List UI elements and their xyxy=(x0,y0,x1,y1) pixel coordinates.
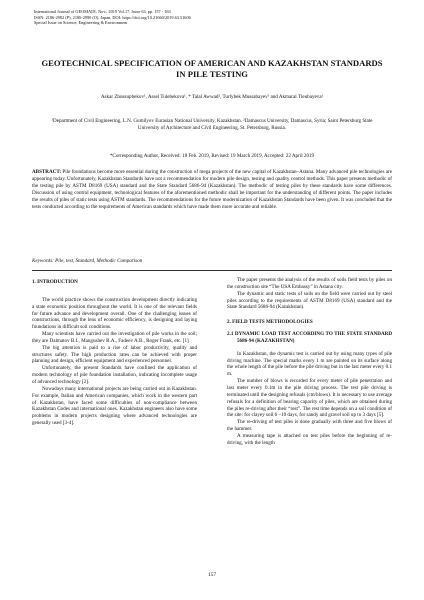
abstract-text: Pile foundations become more essential during the construction of mega projects of the new capital of Kazakhstan–Astana. Many advanced pile technologies are appearing today. Unfortunately, Kazakhstan Standards have not a recommendation for modern pile design, testing and quality control methods. This paper presents methodic of the testing pile by ASTM D8169 (USA) standard and the State Standard 5686-94 (Kazakhstan). The methodic of testing piles by these standards have some differences. Discussion of using control equipment, technological features of the aforementioned methodic shall be important for the understanding of different points. The paper includes the results of piles of static tests using ASTM standards. The recommendations for the future modernization of Kazakhstan Standards have been given. It was concluded that the tests conducted according to the requirements of American standards which have made them more accurate and reliable. xyxy=(32,169,392,210)
journal-line-1: International Journal of GEOMATE, Nov., 2019 Vol.17, Issue 63, pp. 157 - 163 xyxy=(34,9,171,14)
affiliations: ¹Department of Civil Engineering, L.N. Gumilyov Eurasian National University, Kazakhstan. ²Damascus University, Damascus, Syria; Saint Petersburg State University of Architecture and Civil Engineering, St. Petersburg, Russia. xyxy=(51,118,373,132)
abstract-label: ABSTRACT: xyxy=(32,169,62,175)
journal-header xyxy=(34,9,394,26)
intro-paragraph-5: Nowadays many international projects are being carried out in Kazakhstan. For example, Italian and American companies, which work in the western part of Kazakhstan, have faced some difficulties of non-compliance between Kazakhstan Codes and international ones. Kazakhstan engineers also have some problems in modern projects designing where advanced technologies are generally used [3-4]. xyxy=(32,385,197,427)
right-paragraph-4: The number of blows is recorded for every meter of pile penetration and last meter every 0.1m in the pile driving process. The test pile driving is terminated until the designing refusals (cm/blows). It is necessary to use average refusals for a definition of bearing capacity of piles, which are obtained during the piles re-driving after their “rest”. The rest time depends on a soil condition of the site: for clayey soil 6 –10 days, for sandy and gravel soil up to 3 days [5]. xyxy=(227,378,392,419)
right-paragraph-6: A measuring tape is attached on test piles before the beginning of re-driving, with the length xyxy=(227,432,392,446)
page-number: 157 xyxy=(207,572,217,578)
right-paragraph-1: The paper presents the analysis of the results of soils field tests by piles on the construction site “The USA Embassy” in Astana city. xyxy=(227,277,392,290)
intro-paragraph-1: The world practice shows the construction development directly indicating a state economic position throughout the world. It is one of the relevant fields for future advance and development overall. One of the challenging issues of constructions, through the lens of economic efficiency, is designing and laying foundations in difficult soil conditions. xyxy=(32,296,197,331)
paper-title: GEOTECHNICAL SPECIFICATION OF AMERICAN AND KAZAKHSTAN STANDARDS IN PILE TESTING xyxy=(41,58,383,79)
correspondence-dates: *Corresponding Author, Received: 18 Feb. 2019, Revised: 19 March 2019, Accepted: 22 April 2019 xyxy=(109,153,315,159)
right-paragraph-5: The re-driving of test piles is done gradually with three and five blows of the hammer. xyxy=(227,419,392,433)
keywords: Keywords: Pile, test, Standard, Methodic Comparison xyxy=(32,258,143,264)
intro-paragraph-4: Unfortunately, the present Standards have confined the application of modern technology of pile foundation installation, indicating incomplete usage of advanced technology [2]. xyxy=(32,365,197,385)
intro-paragraph-3: The big attention is paid to a rise of labor productivity, quality and structures safety. The high production rates can be achieved with proper planning and design, efficient equipment and experienced personnel. xyxy=(32,344,197,365)
abstract xyxy=(32,169,392,210)
left-column xyxy=(32,277,197,427)
methodologies-heading: 2. FIELD TESTS METHODOLOGIES xyxy=(227,319,313,326)
journal-line-2: ISSN: 2186-2982 (P), 2186-2990 (O), Japan, DOI: https://doi.org/10.21660/2019.63.51606 xyxy=(34,14,191,20)
section-divider xyxy=(32,270,392,271)
author-list: Askar Zhussupbekov¹, Assel Tulebekova¹, * Talal Awwad², Turlybek Mussabayev¹ and Akmaral Tleubayeva¹ xyxy=(100,94,324,100)
dynamic-test-subheading: 2.1 DYNAMIC LOAD TEST ACCORDING TO THE STATE STANDARD 5686-94 (KAZAKHSTAN) xyxy=(227,331,392,344)
introduction-heading: 1. INTRODUCTION xyxy=(32,279,78,285)
right-paragraph-3: In Kazakhstan, the dynamic test is carried out by using many types of pile driving machine. The special marks every 1 m are painted on its surface along the whole length of the pile before the pile driving but in the last meter every 0.1 m. xyxy=(227,350,392,378)
intro-paragraph-2: Many scientists have carried out the investigation of pile works in the soil; they are Dalmatov B.I., Mangushev R.A., Fadeev A.B., Roger Frank, etc. [1] xyxy=(32,331,197,344)
right-paragraph-2: The dynamic and static tests of soils on the field were carried out by steel piles according to the requirements of ASTM D8169 (USA) standard and the State Standard 5686-94 (Kazakhstan). xyxy=(227,290,392,311)
journal-line-3: Special Issue on Science, Engineering & Environment xyxy=(34,20,128,26)
right-column xyxy=(227,277,392,447)
